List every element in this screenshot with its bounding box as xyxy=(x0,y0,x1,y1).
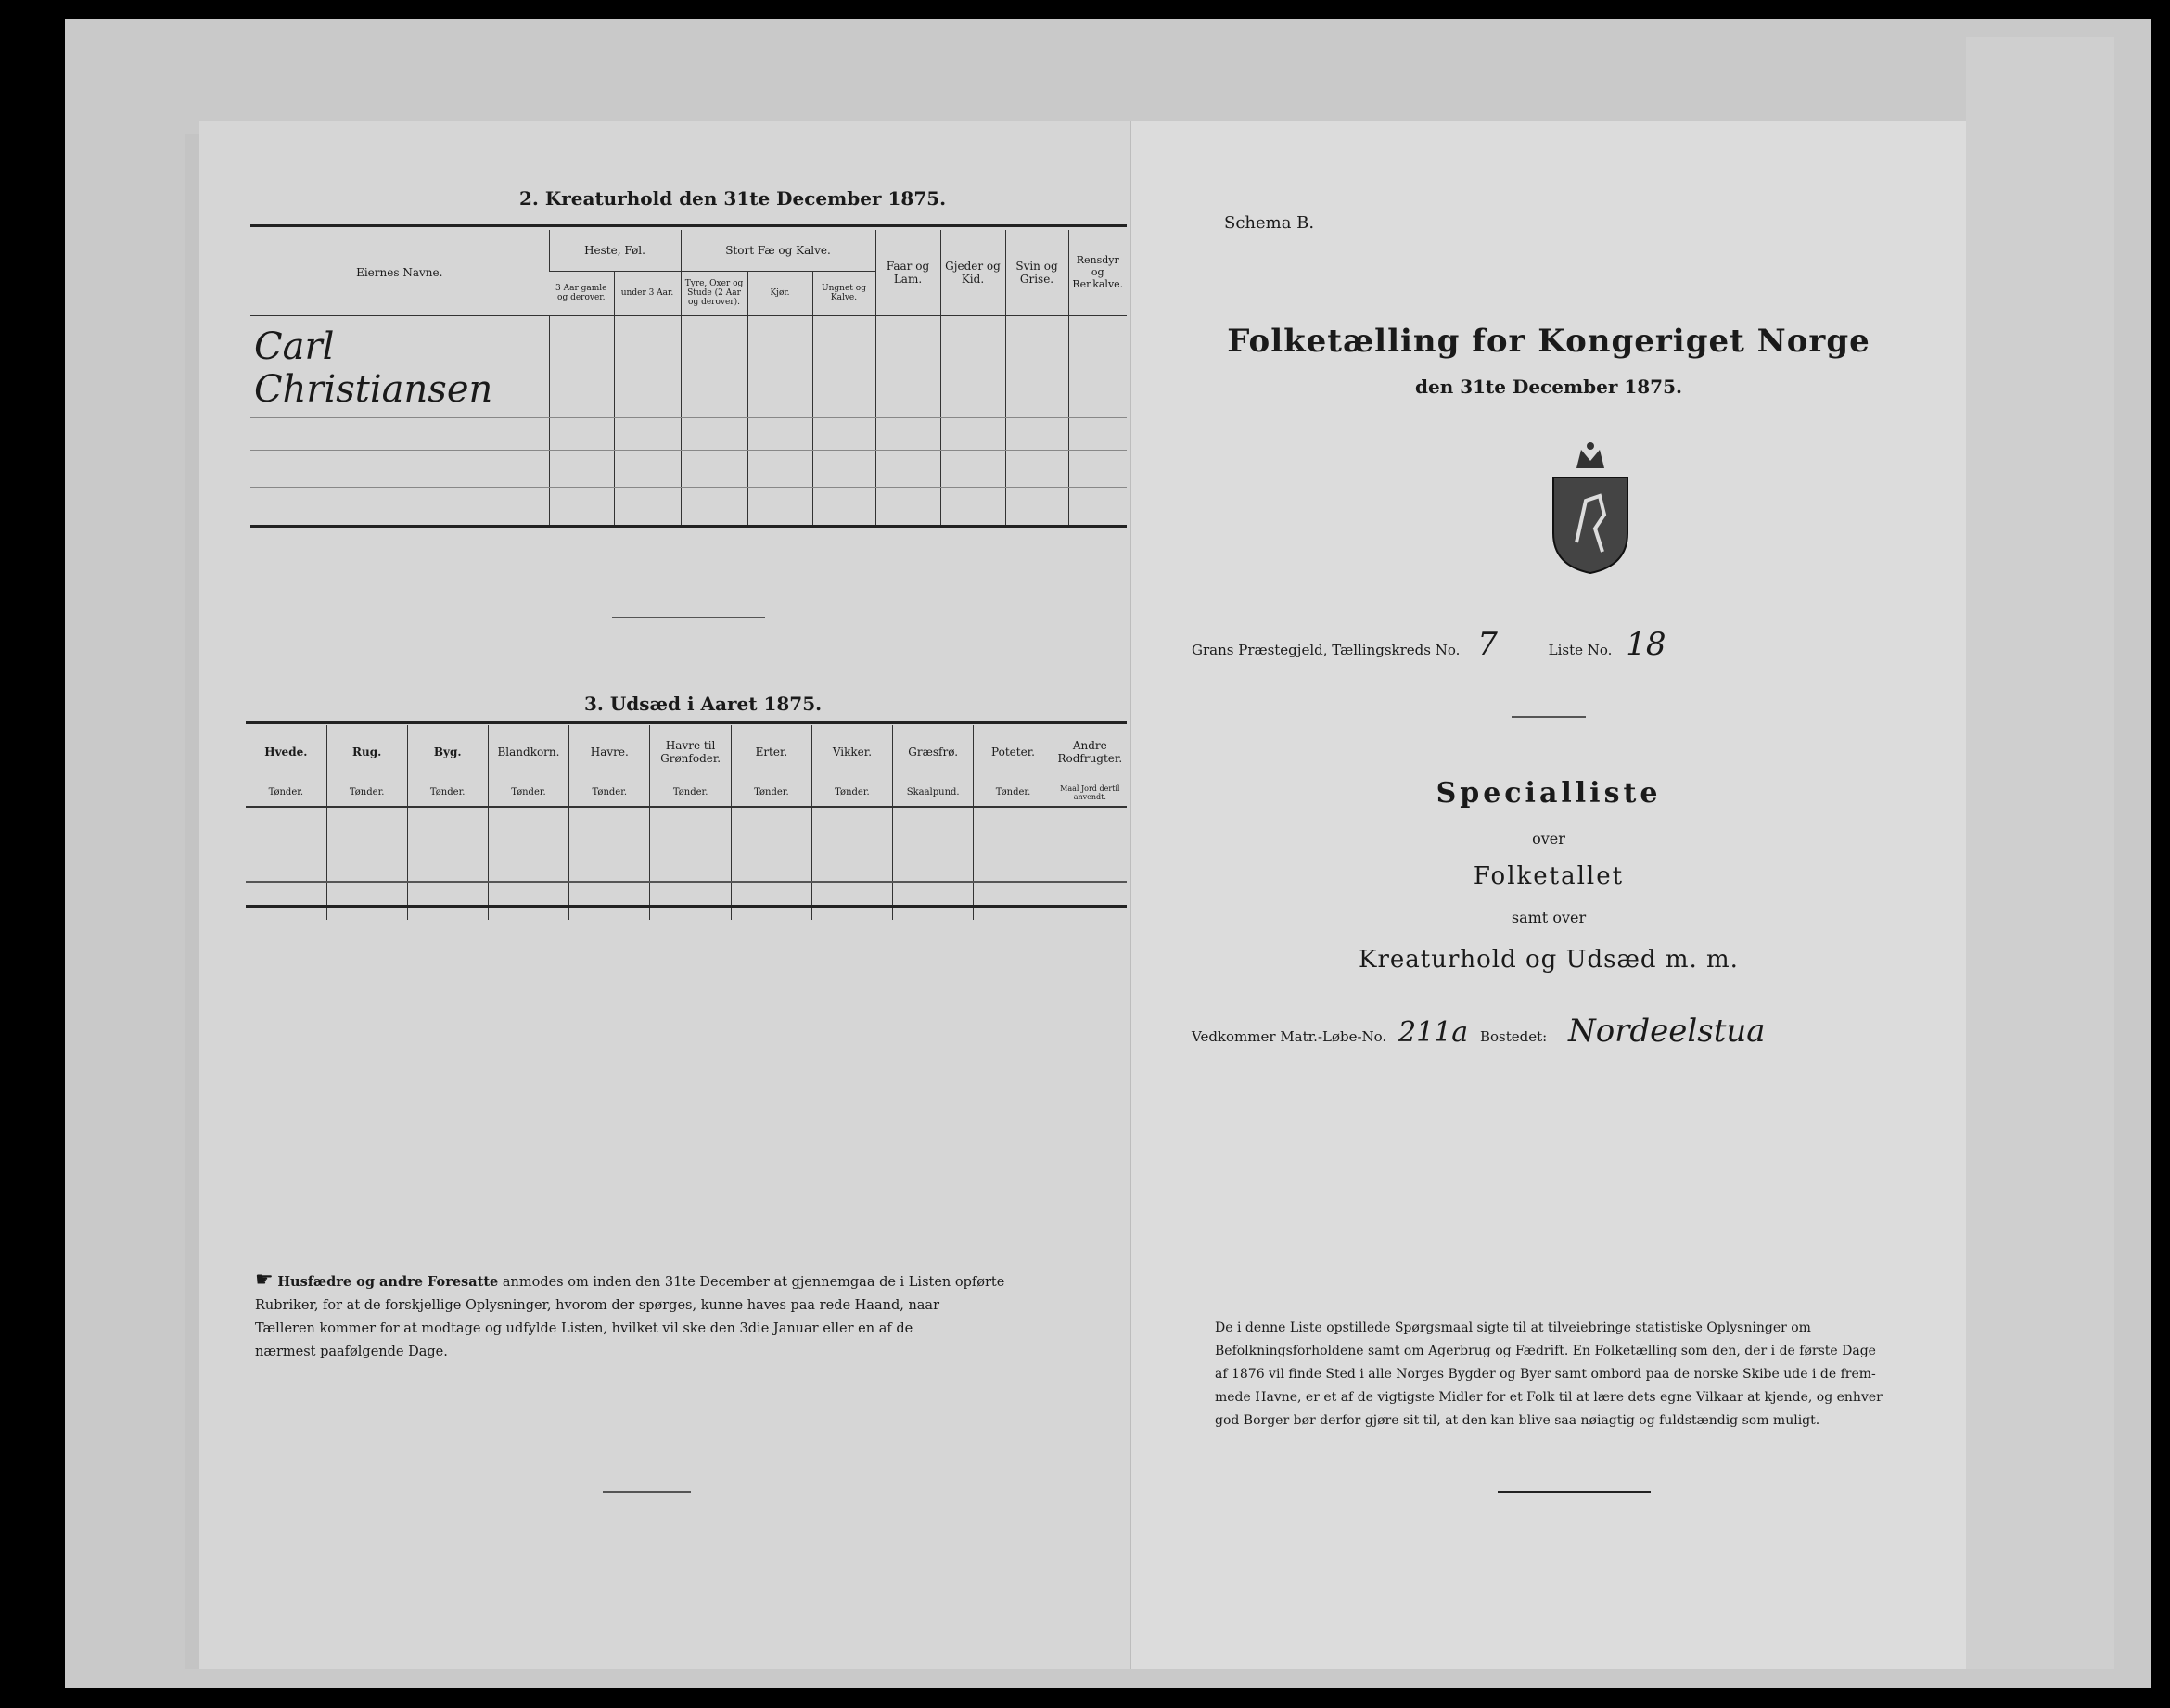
havre-header: Havre. xyxy=(569,725,650,779)
unit-label: Tønder. xyxy=(811,779,892,807)
byg-header: Byg. xyxy=(407,725,488,779)
liste-label: Liste No. xyxy=(1548,642,1613,658)
unit-label: Tønder. xyxy=(268,787,304,797)
intro-line: Befolkningsforholdene samt om Agerbrug og Fædrift. En Folketælling som den, der i de første Dage xyxy=(1215,1344,1876,1358)
coat-of-arms-icon xyxy=(1549,440,1632,575)
bosted-value: Nordeelstua xyxy=(1567,1013,1766,1050)
separator-line xyxy=(1512,716,1586,718)
separator-line xyxy=(612,617,765,618)
blandkorn-header: Blandkorn. xyxy=(488,725,569,779)
intro-paragraph xyxy=(1215,1317,1938,1433)
bosted-label: Bostedet: xyxy=(1479,1028,1548,1045)
over-text: over xyxy=(1532,830,1565,848)
unit-label: Skaalpund. xyxy=(892,779,973,807)
section3-title: 3. Udsæd i Aaret 1875. xyxy=(584,693,823,715)
unit-label: Tønder. xyxy=(569,779,650,807)
table3-row-line xyxy=(246,881,1127,883)
folketallet-text: Folketallet xyxy=(1473,862,1625,890)
table2-row-line xyxy=(250,487,1127,488)
notice-lead: Husfædre og andre Foresatte xyxy=(277,1274,499,1290)
svin-header: Svin og Grise. xyxy=(1005,230,1068,315)
liste-number: 18 xyxy=(1626,626,1666,663)
samt-over-text: samt over xyxy=(1511,909,1587,926)
rug-header: Rug. xyxy=(326,725,407,779)
pointing-hand-icon: ☛ xyxy=(255,1268,274,1292)
kjor-header: Kjør. xyxy=(747,271,812,315)
section2-title: 2. Kreaturhold den 31te December 1875. xyxy=(519,187,947,210)
next-page-edge xyxy=(1966,37,2114,1669)
matr-number: 211a xyxy=(1398,1016,1469,1049)
faar-header: Faar og Lam. xyxy=(875,230,940,315)
tyre-header: Tyre, Oxer og Stude (2 Aar og derover). xyxy=(681,271,747,315)
heste-group-header: Heste, Føl. xyxy=(549,230,681,271)
havre-gronfoder-header: Havre til Grønfoder. xyxy=(650,725,732,779)
table2-top-rule xyxy=(250,224,1127,227)
unit-label: Maal Jord dertil anvendt. xyxy=(1053,779,1127,807)
intro-line: af 1876 vil finde Sted i alle Norges Bygder og Byer samt ombord paa de norske Skibe ude i de frem- xyxy=(1215,1367,1876,1382)
table3-top-rule xyxy=(246,721,1127,724)
notice-line: Tælleren kommer for at modtage og udfylde Listen, hvilket vil ske den 3die Januar eller en af de xyxy=(255,1321,913,1336)
graesfro-header: Græsfrø. xyxy=(892,725,973,779)
vikker-header: Vikker. xyxy=(811,725,892,779)
seed-table xyxy=(246,725,1127,920)
gjeder-header: Gjeder og Kid. xyxy=(940,230,1005,315)
hvede-header: Hvede. xyxy=(264,746,308,758)
schema-label: Schema B. xyxy=(1224,213,1315,233)
notice-line: nærmest paafølgende Dage. xyxy=(255,1345,448,1359)
livestock-table xyxy=(250,230,1127,525)
main-title: Folketælling for Kongeriget Norge xyxy=(1227,323,1870,360)
andre-rodfrugter-header: Andre Rodfrugter. xyxy=(1053,725,1127,779)
ungnet-header: Ungnet og Kalve. xyxy=(812,271,875,315)
notice-line: anmodes om inden den 31te December at gjennemgaa de i Listen opførte xyxy=(498,1275,1005,1290)
unit-label: Tønder. xyxy=(326,779,407,807)
kreds-number: 7 xyxy=(1477,626,1498,663)
table3-bottom-rule xyxy=(246,905,1127,908)
table2-row-line xyxy=(250,450,1127,451)
left-page xyxy=(199,121,1131,1669)
right-page xyxy=(1131,121,1966,1669)
heste-old-header: 3 Aar gamle og derover. xyxy=(555,284,607,302)
notice-line: Rubriker, for at de forskjellige Oplysninger, hvorom der spørges, kunne haves paa rede Haand, naar xyxy=(255,1298,939,1313)
stort-group-header: Stort Fæ og Kalve. xyxy=(681,230,875,271)
poteter-header: Poteter. xyxy=(974,725,1053,779)
owner-name: Carl Christiansen xyxy=(254,325,493,411)
unit-label: Tønder. xyxy=(974,779,1053,807)
separator-line xyxy=(1498,1491,1651,1493)
intro-line: mede Havne, er et af de vigtigste Midler for et Folk til at lære dets egne Vilkaar at kjende, og enhver xyxy=(1215,1390,1883,1405)
owner-header: Eiernes Navne. xyxy=(356,265,443,279)
intro-line: god Borger bør derfor gjøre sit til, at den kan blive saa nøiagtig og fuldstændig som muligt. xyxy=(1215,1413,1820,1428)
table2-row-line xyxy=(250,417,1127,418)
kreaturhold-text: Kreaturhold og Udsæd m. m. xyxy=(1359,946,1739,974)
heste-young-header: under 3 Aar. xyxy=(614,271,681,315)
unit-label: Tønder. xyxy=(407,779,488,807)
unit-label: Tønder. xyxy=(650,779,732,807)
erter-header: Erter. xyxy=(731,725,811,779)
intro-line: De i denne Liste opstillede Spørgsmaal sigte til at tilveiebringe statistiske Oplysninger om xyxy=(1215,1320,1811,1335)
matr-line xyxy=(1192,1013,1766,1050)
census-date: den 31te December 1875. xyxy=(1415,376,1682,398)
separator-line xyxy=(603,1491,691,1493)
rensdyr-header: Rensdyr og Renkalve. xyxy=(1068,230,1127,315)
table2-bottom-rule xyxy=(250,525,1127,528)
matr-label: Vedkommer Matr.-Løbe-No. xyxy=(1192,1028,1387,1045)
parish-line xyxy=(1192,626,1666,663)
prev-page-edge xyxy=(185,134,199,1669)
specialliste-title: Specialliste xyxy=(1436,777,1662,809)
notice-paragraph xyxy=(255,1268,1090,1364)
parish-label: Grans Præstegjeld, Tællingskreds No. xyxy=(1192,642,1461,658)
unit-label: Tønder. xyxy=(731,779,811,807)
unit-label: Tønder. xyxy=(488,779,569,807)
